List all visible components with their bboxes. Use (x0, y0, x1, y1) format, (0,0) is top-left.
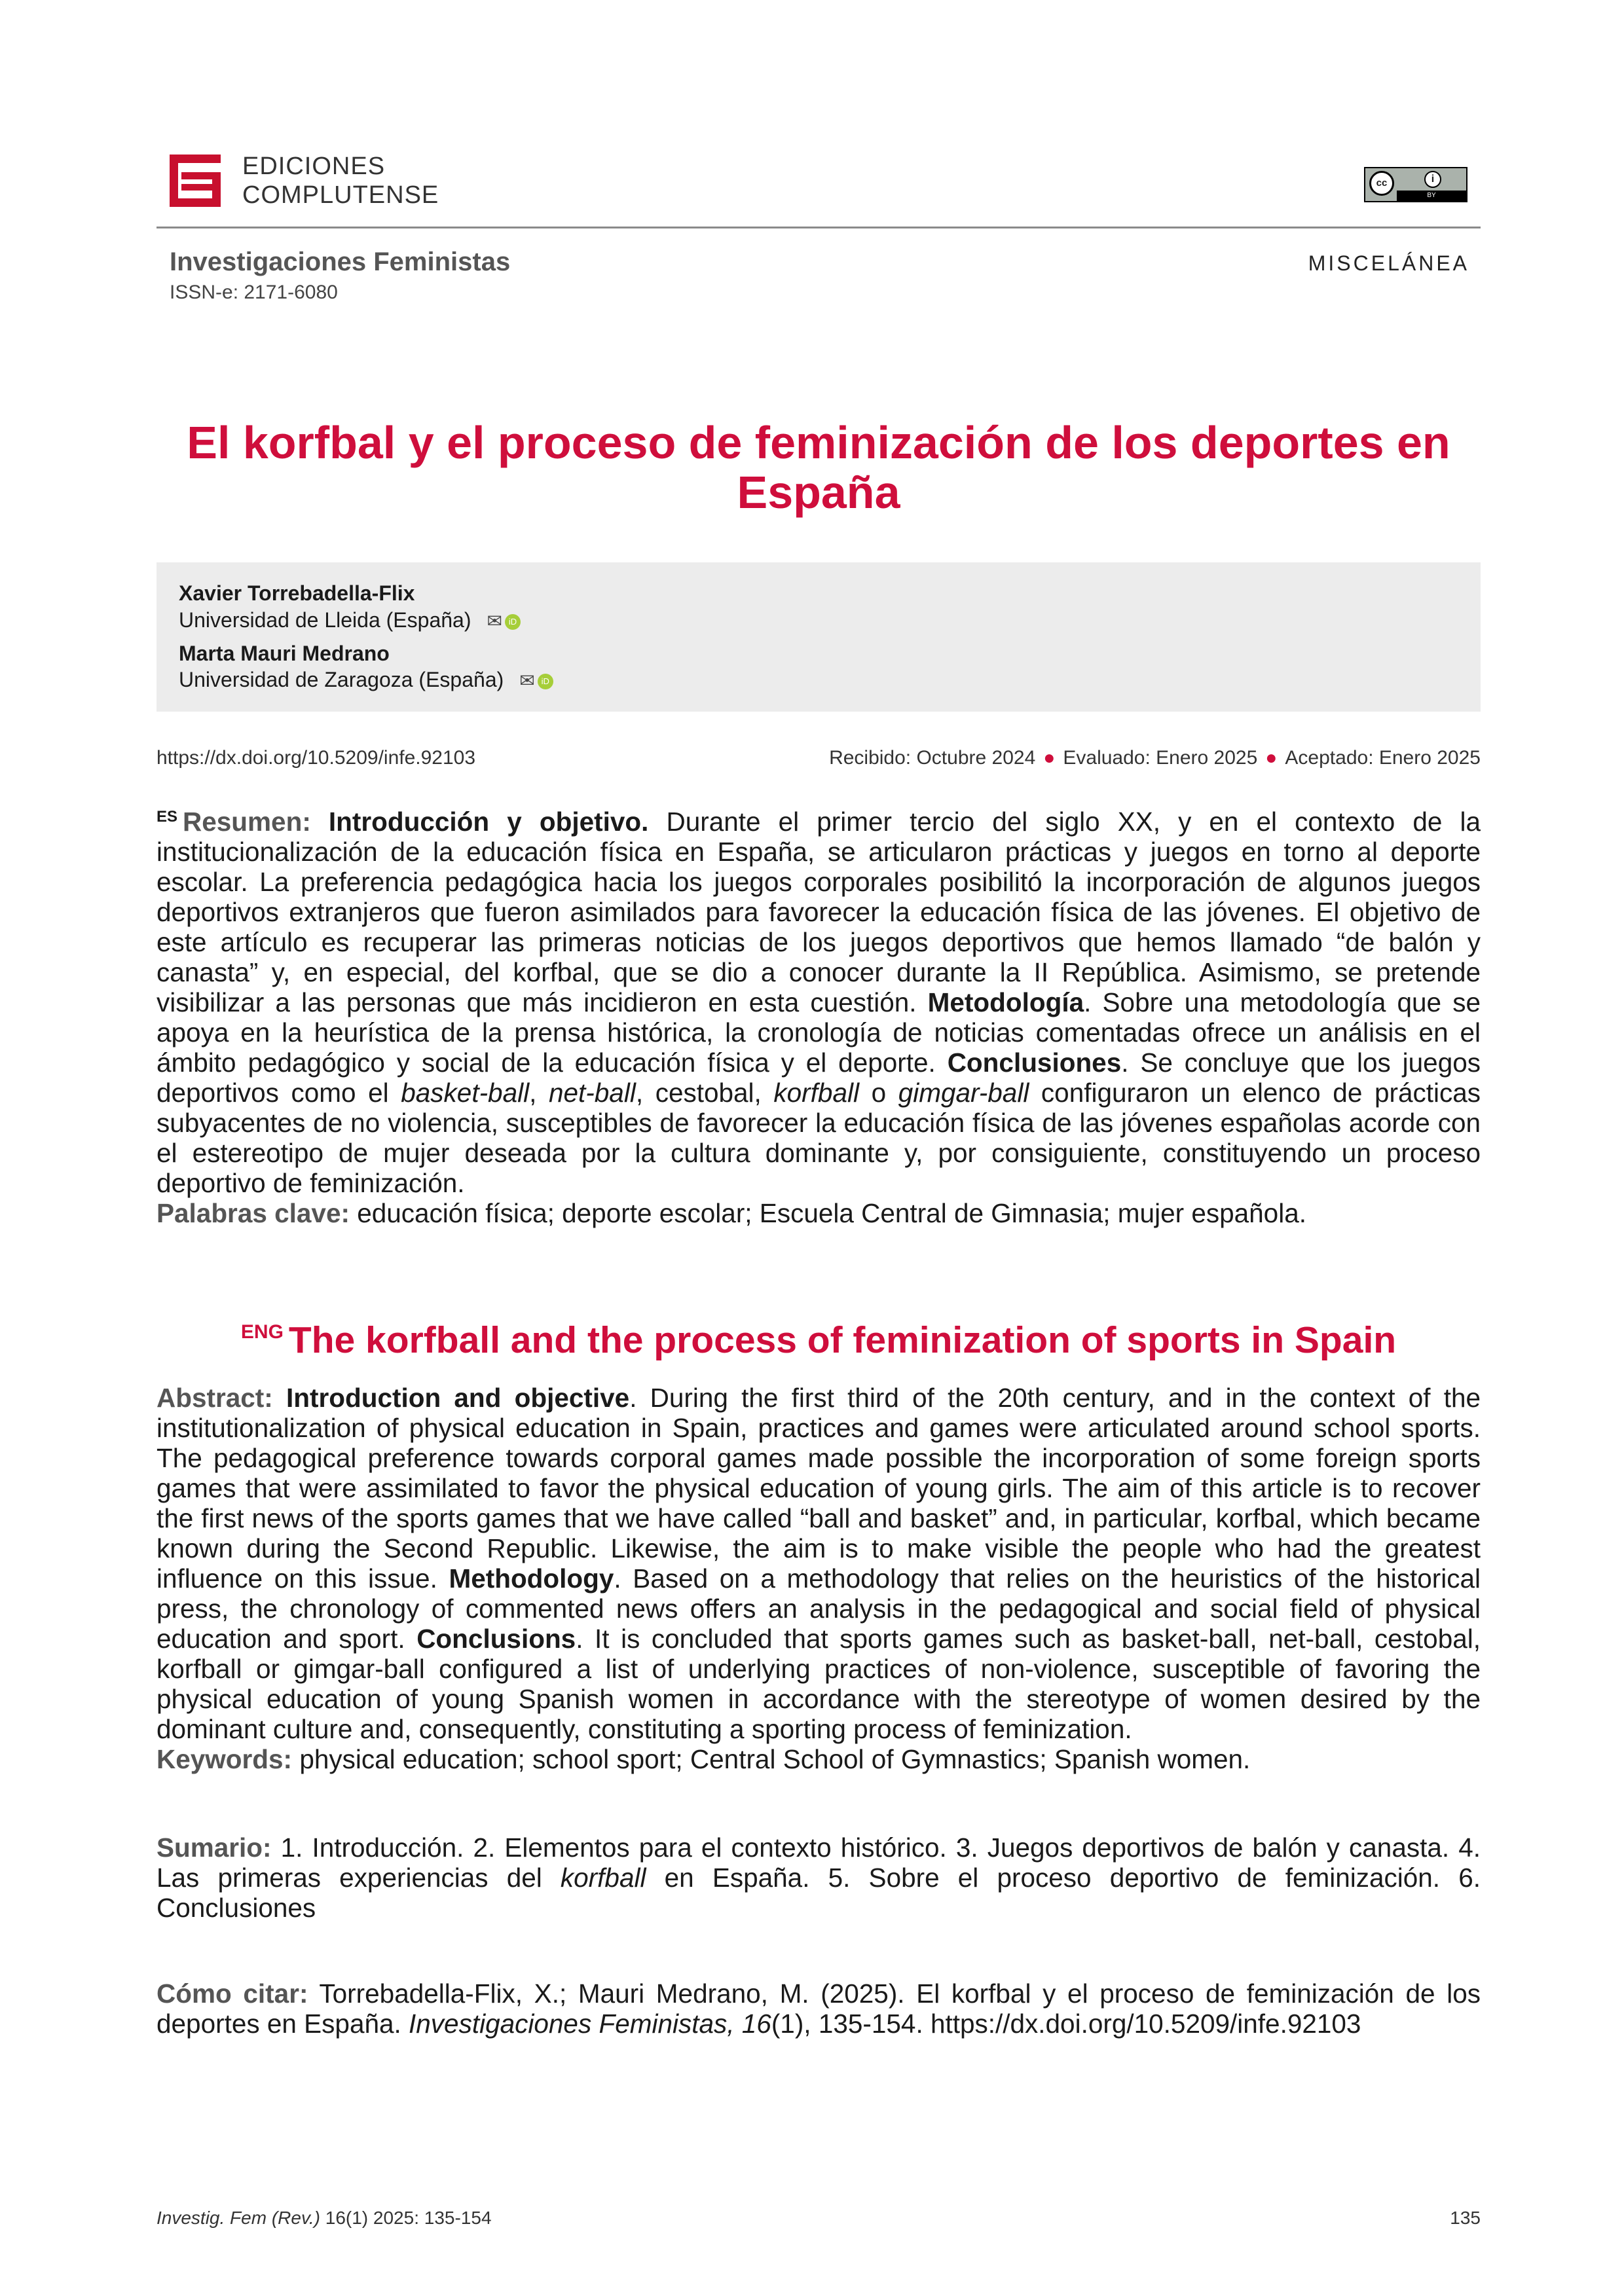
doi-link[interactable]: https://dx.doi.org/10.5209/infe.92103 (157, 747, 476, 769)
issn: ISSN-e: 2171-6080 (170, 282, 338, 303)
publisher-name (242, 152, 439, 210)
citation (157, 1978, 1481, 2039)
language-tag: ENG (240, 1321, 284, 1343)
orcid-icon[interactable]: iD (505, 614, 521, 630)
by-label: BY (1397, 191, 1466, 201)
spanish-abstract (157, 802, 1481, 1228)
author-affiliation: Universidad de Lleida (España) (179, 608, 471, 632)
term: korfball (560, 1863, 646, 1893)
abstract-label: Resumen: (183, 807, 311, 837)
text: configuraron un elenco de prácticas subyacentes de no violencia, susceptibles de favorecer la educación física de las jóvenes españolas acorde con el estereotipo de mujer deseada por la cultura dominante y, por consiguiente, constituyendo un proceso deportivo de feminización. (157, 1078, 1481, 1198)
page-number: 135 (1450, 2208, 1481, 2228)
footer-issue: 16(1) 2025: 135-154 (320, 2208, 492, 2228)
heading: Conclusiones (947, 1048, 1122, 1078)
sumario-label: Sumario: (157, 1832, 272, 1863)
evaluated-date: Evaluado: Enero 2025 (1063, 747, 1258, 769)
term: korfball (773, 1078, 859, 1108)
review-dates (829, 747, 1481, 769)
text: , (529, 1078, 549, 1108)
sumario (157, 1832, 1481, 1923)
english-title-text: The korfball and the process of feminization of sports in Spain (288, 1319, 1397, 1361)
heading: Introducción y objetivo. (328, 807, 649, 837)
text: Durante el primer tercio del siglo XX, y en el contexto de la institucionalización de la educación física en España, se articularon prácticas y juegos en torno al deporte escolar. La preferencia pedagógica hacia los juegos corporales posibilitó la incorporación de algunos juegos deportivos extranjeros que fueron asimilados para favorecer la educación física de las jóvenes. El objetivo de este artículo es recuperar las primeras noticias de los juegos deportivos que hemos llamado “de balón y canasta” y, en especial, del korfbal, que se dio a conocer durante la II República. Asimismo, se pretende visibilizar a las personas que más incidieron en esta cuestión. (157, 807, 1481, 1017)
citation-label: Cómo citar: (157, 1978, 308, 2009)
footer-journal: Investig. Fem (Rev.) (157, 2208, 320, 2228)
mail-icon[interactable]: ✉ (519, 670, 535, 691)
keywords: physical education; school sport; Central School of Gymnastics; Spanish women. (292, 1744, 1251, 1774)
keywords-label: Palabras clave: (157, 1198, 350, 1228)
text: . Sobre una metodología que se apoya en la heurística de la prensa histórica, la cronología de noticias comentadas ofrece un análisis en el ámbito pedagógico y social de la educación física y el deporte. (157, 987, 1481, 1078)
journal-volume: Investigaciones Feministas, 16 (409, 2009, 771, 2039)
journal-name: Investigaciones Feministas (170, 247, 511, 276)
text: o (858, 1078, 898, 1108)
text: en España. 5. Sobre el proceso deportivo de feminización. 6. Conclusiones (157, 1863, 1481, 1923)
keywords-label: Keywords: (157, 1744, 293, 1774)
bullet-icon: ● (1043, 747, 1056, 769)
ediciones-complutense-logo-icon (170, 155, 221, 207)
author-affiliation-row (179, 668, 553, 692)
text: Torrebadella-Flix, X.; Mauri Medrano, M. (2025). El korfbal y el proceso de feminización de los deportes en España. (157, 1978, 1481, 2039)
author-name: Marta Mauri Medrano (179, 642, 390, 665)
authors-box (157, 562, 1481, 712)
heading: Methodology (449, 1563, 614, 1594)
term: basket-ball (401, 1078, 530, 1108)
header-divider (157, 227, 1481, 228)
language-tag: ES (157, 808, 178, 826)
section-label: MISCELÁNEA (1308, 251, 1469, 275)
article-title: El korfbal y el proceso de feminización de los deportes en España (187, 417, 1450, 518)
heading: Conclusions (416, 1624, 576, 1654)
orcid-icon[interactable]: iD (538, 674, 553, 689)
attribution-person-icon: i (1424, 171, 1441, 188)
english-title (157, 1319, 1481, 1362)
text: . It is concluded that sports games such as basket-ball, net-ball, cestobal, korfball or gimgar-ball configured a list of underlying practices of non-violence, susceptible of favoring the physical education of young Spanish women in accordance with the stereotype of women desired by the dominant culture and, consequently, constituting a sporting process of feminization. (157, 1624, 1481, 1744)
heading: Introduction and objective (286, 1383, 630, 1413)
text: (1), 135-154. https://dx.doi.org/10.5209/infe.92103 (771, 2009, 1361, 2039)
author-name: Xavier Torrebadella-Flix (179, 581, 415, 605)
accepted-date: Aceptado: Enero 2025 (1285, 747, 1481, 769)
text: . During the first third of the 20th century, and in the context of the institutionalization of physical education in Spain, practices and games were articulated around school sports. The pedagogical preference towards corporal games made possible the incorporation of some foreign sports games that were assimilated to favor the physical education of young girls. The aim of this article is to recover the first news of the sports games that we have called “ball and basket” and, in particular, korfbal, which became known during the Second Republic. Likewise, the aim is to make visible the people who had the greatest influence on this issue. (157, 1383, 1481, 1594)
received-date: Recibido: Octubre 2024 (829, 747, 1036, 769)
cc-by-license-badge[interactable] (1364, 167, 1467, 202)
author-affiliation: Universidad de Zaragoza (España) (179, 668, 504, 691)
bullet-icon: ● (1265, 747, 1278, 769)
heading: Metodología (927, 987, 1084, 1017)
term: gimgar-ball (898, 1078, 1029, 1108)
cc-icon: cc (1369, 171, 1394, 196)
text: 1. Introducción. 2. Elementos para el contexto histórico. 3. Juegos deportivos de balón y canasta. 4. Las primeras experiencias del (157, 1832, 1481, 1893)
footer-citation (157, 2208, 492, 2229)
publisher-line-1: EDICIONES (242, 153, 386, 180)
text: , cestobal, (635, 1078, 774, 1108)
author-affiliation-row (179, 608, 521, 632)
publisher-line-2: COMPLUTENSE (242, 181, 439, 209)
text: . Based on a methodology that relies on the heuristics of the historical press, the chronology of commented news offers an analysis in the pedagogical and social field of physical education and sport. (157, 1563, 1481, 1654)
text: . Se concluye que los juegos deportivos como el (157, 1048, 1481, 1108)
abstract-label: Abstract: (157, 1383, 273, 1413)
mail-icon[interactable]: ✉ (487, 611, 502, 631)
keywords: educación física; deporte escolar; Escuela Central de Gimnasia; mujer española. (349, 1198, 1306, 1228)
english-abstract (157, 1383, 1481, 1774)
term: net-ball (548, 1078, 636, 1108)
